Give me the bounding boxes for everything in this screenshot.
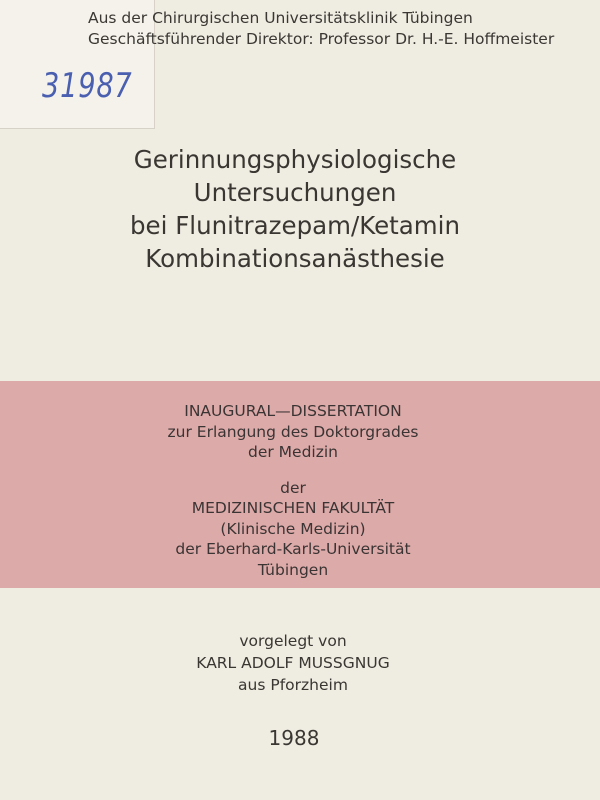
- header-line-2: Geschäftsführender Direktor: Professor Dr. H.-E. Hoffmeister: [88, 30, 555, 48]
- handwritten-library-number: 31987: [42, 66, 133, 106]
- institution-header: [88, 8, 554, 50]
- title-line: bei Flunitrazepam/Ketamin: [129, 211, 461, 240]
- author-name: KARL ADOLF MUSSGNUG: [196, 654, 390, 672]
- dissertation-info: [0, 401, 586, 580]
- author-block: [0, 630, 586, 696]
- info-line: der: [280, 478, 306, 497]
- info-line: (Klinische Medizin): [220, 519, 366, 538]
- info-line: der Eberhard-Karls-Universität: [175, 540, 411, 558]
- title-line: Untersuchungen: [193, 178, 397, 207]
- info-line: Tübingen: [257, 560, 329, 579]
- info-line: der Medizin: [248, 443, 338, 461]
- presented-by: vorgelegt von: [239, 632, 347, 650]
- header-line-1: Aus der Chirurgischen Universitätsklinik Tübingen: [88, 9, 473, 27]
- info-line: MEDIZINISCHEN FAKULTÄT: [191, 499, 395, 517]
- title-line: Kombinationsanästhesie: [145, 244, 445, 273]
- info-line: INAUGURAL—DISSERTATION: [184, 402, 402, 420]
- author-origin: aus Pforzheim: [238, 676, 348, 694]
- title-line: Gerinnungsphysiologische: [133, 145, 457, 174]
- dissertation-title: [0, 143, 590, 275]
- info-line: zur Erlangung des Doktorgrades: [167, 422, 419, 441]
- year: 1988: [268, 726, 320, 750]
